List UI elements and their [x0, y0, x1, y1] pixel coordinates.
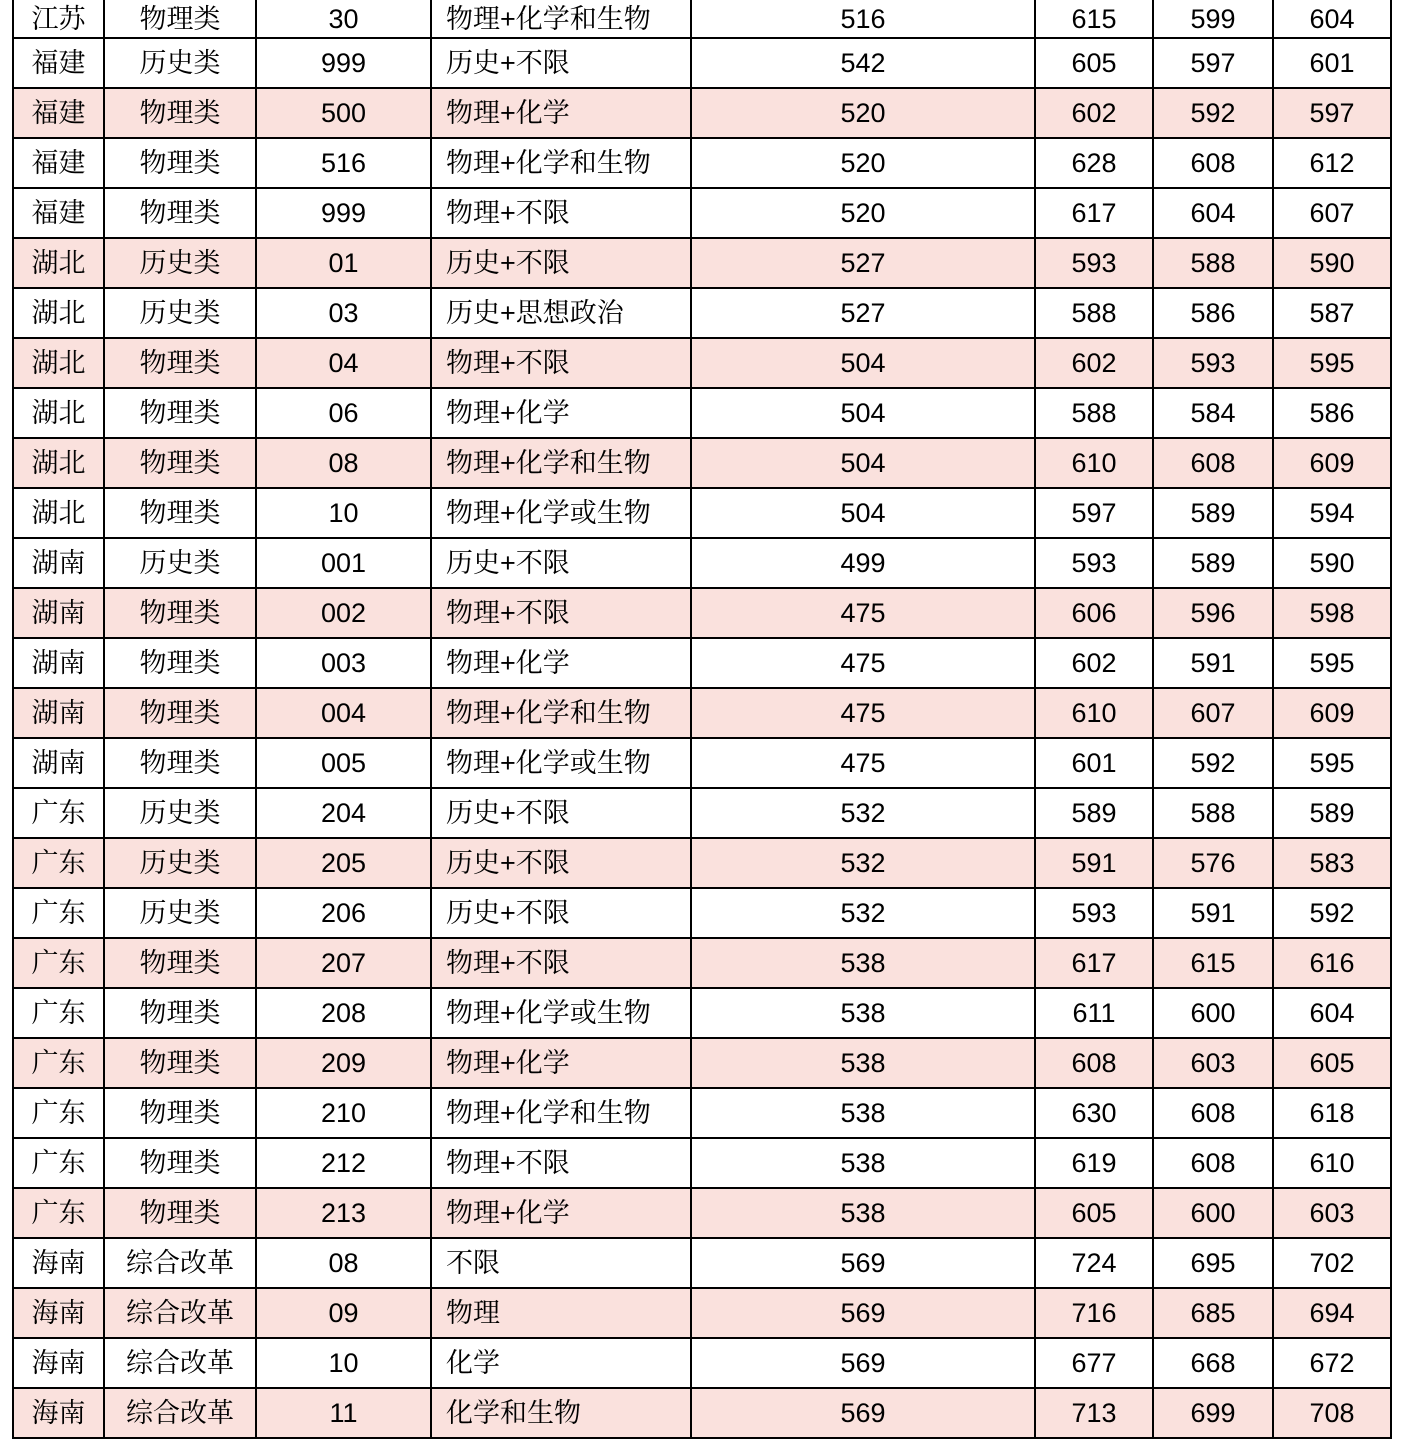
- cell-avg_score: 672: [1273, 1338, 1391, 1388]
- cell-batch_line: 569: [691, 1388, 1035, 1438]
- table-row: [13, 1288, 1391, 1338]
- cell-code: 08: [256, 1238, 431, 1288]
- cell-max_score: 605: [1035, 1188, 1153, 1238]
- cell-batch_line: 527: [691, 238, 1035, 288]
- cell-code: 208: [256, 988, 431, 1038]
- table-row: [13, 188, 1391, 238]
- cell-category: 物理类: [104, 988, 256, 1038]
- cell-max_score: 610: [1035, 688, 1153, 738]
- cell-min_score: 695: [1153, 1238, 1273, 1288]
- cell-subject: 物理+不限: [431, 938, 691, 988]
- table-row: [13, 788, 1391, 838]
- cell-avg_score: 610: [1273, 1138, 1391, 1188]
- cell-batch_line: 569: [691, 1338, 1035, 1388]
- cell-batch_line: 504: [691, 438, 1035, 488]
- cell-subject: 物理+化学和生物: [431, 438, 691, 488]
- cell-category: 物理类: [104, 1188, 256, 1238]
- cell-subject: 物理+化学和生物: [431, 688, 691, 738]
- cell-max_score: 589: [1035, 788, 1153, 838]
- cell-avg_score: 595: [1273, 638, 1391, 688]
- cell-category: 物理类: [104, 138, 256, 188]
- cell-min_score: 597: [1153, 38, 1273, 88]
- cell-min_score: 699: [1153, 1388, 1273, 1438]
- cell-province: 广东: [13, 938, 104, 988]
- table-row: [13, 1388, 1391, 1438]
- cell-province: 广东: [13, 1138, 104, 1188]
- cell-province: 湖南: [13, 538, 104, 588]
- cell-province: 广东: [13, 988, 104, 1038]
- cell-category: 物理类: [104, 638, 256, 688]
- cell-category: 物理类: [104, 688, 256, 738]
- cell-min_score: 608: [1153, 138, 1273, 188]
- cell-batch_line: 538: [691, 1038, 1035, 1088]
- cell-category: 物理类: [104, 188, 256, 238]
- cell-province: 广东: [13, 888, 104, 938]
- cell-code: 213: [256, 1188, 431, 1238]
- cell-subject: 历史+不限: [431, 838, 691, 888]
- cell-avg_score: 616: [1273, 938, 1391, 988]
- cell-min_score: 608: [1153, 438, 1273, 488]
- cell-min_score: 596: [1153, 588, 1273, 638]
- cell-province: 湖北: [13, 438, 104, 488]
- table-row: [13, 238, 1391, 288]
- cell-subject: 物理+不限: [431, 1138, 691, 1188]
- table-row: [13, 588, 1391, 638]
- cell-code: 210: [256, 1088, 431, 1138]
- cell-province: 江苏: [13, 0, 104, 38]
- cell-subject: 历史+不限: [431, 888, 691, 938]
- cell-batch_line: 475: [691, 588, 1035, 638]
- cell-province: 广东: [13, 1038, 104, 1088]
- cell-province: 福建: [13, 88, 104, 138]
- cell-min_score: 600: [1153, 1188, 1273, 1238]
- cell-batch_line: 569: [691, 1238, 1035, 1288]
- cell-avg_score: 618: [1273, 1088, 1391, 1138]
- cell-category: 物理类: [104, 1038, 256, 1088]
- cell-batch_line: 527: [691, 288, 1035, 338]
- table-body: [13, 0, 1391, 1438]
- cell-category: 物理类: [104, 1088, 256, 1138]
- table-row: [13, 738, 1391, 788]
- cell-code: 500: [256, 88, 431, 138]
- table-row: [13, 338, 1391, 388]
- cell-code: 01: [256, 238, 431, 288]
- cell-avg_score: 607: [1273, 188, 1391, 238]
- cell-province: 湖北: [13, 288, 104, 338]
- cell-batch_line: 516: [691, 0, 1035, 38]
- cell-avg_score: 590: [1273, 538, 1391, 588]
- cell-batch_line: 499: [691, 538, 1035, 588]
- cell-code: 003: [256, 638, 431, 688]
- cell-min_score: 591: [1153, 888, 1273, 938]
- table-row: [13, 888, 1391, 938]
- cell-category: 物理类: [104, 588, 256, 638]
- cell-province: 湖南: [13, 688, 104, 738]
- table-row: [13, 138, 1391, 188]
- cell-category: 物理类: [104, 938, 256, 988]
- cell-province: 福建: [13, 138, 104, 188]
- cell-min_score: 589: [1153, 488, 1273, 538]
- cell-code: 516: [256, 138, 431, 188]
- cell-batch_line: 538: [691, 1088, 1035, 1138]
- cell-code: 204: [256, 788, 431, 838]
- cell-max_score: 593: [1035, 888, 1153, 938]
- cell-subject: 历史+不限: [431, 788, 691, 838]
- cell-code: 002: [256, 588, 431, 638]
- cell-code: 999: [256, 188, 431, 238]
- cell-code: 004: [256, 688, 431, 738]
- cell-avg_score: 587: [1273, 288, 1391, 338]
- cell-subject: 物理+不限: [431, 588, 691, 638]
- cell-subject: 物理+化学: [431, 1188, 691, 1238]
- cell-province: 湖北: [13, 388, 104, 438]
- cell-avg_score: 595: [1273, 738, 1391, 788]
- cell-avg_score: 604: [1273, 0, 1391, 38]
- cell-batch_line: 538: [691, 938, 1035, 988]
- cell-code: 209: [256, 1038, 431, 1088]
- cell-min_score: 589: [1153, 538, 1273, 588]
- admission-score-table: [12, 0, 1392, 1439]
- cell-min_score: 588: [1153, 238, 1273, 288]
- cell-subject: 物理+化学: [431, 388, 691, 438]
- cell-avg_score: 605: [1273, 1038, 1391, 1088]
- cell-min_score: 608: [1153, 1138, 1273, 1188]
- cell-avg_score: 589: [1273, 788, 1391, 838]
- cell-code: 30: [256, 0, 431, 38]
- cell-code: 08: [256, 438, 431, 488]
- cell-max_score: 588: [1035, 388, 1153, 438]
- cell-batch_line: 504: [691, 488, 1035, 538]
- cell-subject: 物理+化学或生物: [431, 488, 691, 538]
- table-row: [13, 0, 1391, 38]
- table-row: [13, 1088, 1391, 1138]
- cell-max_score: 606: [1035, 588, 1153, 638]
- cell-code: 005: [256, 738, 431, 788]
- table-row: [13, 638, 1391, 688]
- cell-subject: 物理+化学: [431, 88, 691, 138]
- cell-batch_line: 520: [691, 138, 1035, 188]
- cell-max_score: 593: [1035, 238, 1153, 288]
- cell-batch_line: 532: [691, 838, 1035, 888]
- cell-max_score: 619: [1035, 1138, 1153, 1188]
- cell-max_score: 591: [1035, 838, 1153, 888]
- cell-avg_score: 609: [1273, 438, 1391, 488]
- cell-province: 广东: [13, 1188, 104, 1238]
- cell-avg_score: 595: [1273, 338, 1391, 388]
- cell-max_score: 630: [1035, 1088, 1153, 1138]
- cell-province: 海南: [13, 1338, 104, 1388]
- cell-province: 湖南: [13, 738, 104, 788]
- cell-code: 09: [256, 1288, 431, 1338]
- table-row: [13, 288, 1391, 338]
- cell-min_score: 593: [1153, 338, 1273, 388]
- cell-avg_score: 694: [1273, 1288, 1391, 1338]
- cell-max_score: 713: [1035, 1388, 1153, 1438]
- cell-batch_line: 504: [691, 338, 1035, 388]
- cell-subject: 化学和生物: [431, 1388, 691, 1438]
- cell-min_score: 600: [1153, 988, 1273, 1038]
- cell-max_score: 588: [1035, 288, 1153, 338]
- table-row: [13, 388, 1391, 438]
- cell-subject: 物理+化学和生物: [431, 0, 691, 38]
- table-row: [13, 88, 1391, 138]
- cell-subject: 物理+不限: [431, 338, 691, 388]
- cell-province: 福建: [13, 38, 104, 88]
- cell-code: 001: [256, 538, 431, 588]
- cell-avg_score: 702: [1273, 1238, 1391, 1288]
- cell-subject: 物理+化学或生物: [431, 988, 691, 1038]
- cell-min_score: 607: [1153, 688, 1273, 738]
- table-row: [13, 1238, 1391, 1288]
- cell-subject: 物理+化学: [431, 1038, 691, 1088]
- cell-category: 历史类: [104, 838, 256, 888]
- cell-subject: 物理+化学或生物: [431, 738, 691, 788]
- cell-code: 207: [256, 938, 431, 988]
- cell-batch_line: 538: [691, 988, 1035, 1038]
- cell-max_score: 628: [1035, 138, 1153, 188]
- cell-max_score: 597: [1035, 488, 1153, 538]
- cell-province: 广东: [13, 788, 104, 838]
- cell-min_score: 599: [1153, 0, 1273, 38]
- cell-batch_line: 569: [691, 1288, 1035, 1338]
- table-row: [13, 538, 1391, 588]
- cell-avg_score: 594: [1273, 488, 1391, 538]
- cell-avg_score: 583: [1273, 838, 1391, 888]
- cell-category: 物理类: [104, 0, 256, 38]
- cell-max_score: 617: [1035, 938, 1153, 988]
- cell-category: 综合改革: [104, 1288, 256, 1338]
- cell-avg_score: 592: [1273, 888, 1391, 938]
- cell-code: 04: [256, 338, 431, 388]
- cell-code: 205: [256, 838, 431, 888]
- cell-code: 206: [256, 888, 431, 938]
- cell-avg_score: 708: [1273, 1388, 1391, 1438]
- cell-batch_line: 475: [691, 738, 1035, 788]
- cell-province: 海南: [13, 1238, 104, 1288]
- cell-batch_line: 532: [691, 788, 1035, 838]
- cell-code: 10: [256, 488, 431, 538]
- cell-batch_line: 542: [691, 38, 1035, 88]
- cell-avg_score: 604: [1273, 988, 1391, 1038]
- cell-max_score: 593: [1035, 538, 1153, 588]
- cell-category: 物理类: [104, 1138, 256, 1188]
- cell-province: 福建: [13, 188, 104, 238]
- cell-category: 综合改革: [104, 1388, 256, 1438]
- cell-province: 广东: [13, 1088, 104, 1138]
- cell-code: 06: [256, 388, 431, 438]
- cell-subject: 历史+思想政治: [431, 288, 691, 338]
- cell-province: 海南: [13, 1388, 104, 1438]
- cell-category: 物理类: [104, 388, 256, 438]
- cell-subject: 历史+不限: [431, 238, 691, 288]
- table-row: [13, 1038, 1391, 1088]
- table-row: [13, 438, 1391, 488]
- cell-max_score: 677: [1035, 1338, 1153, 1388]
- cell-category: 综合改革: [104, 1338, 256, 1388]
- cell-batch_line: 520: [691, 188, 1035, 238]
- table-row: [13, 1338, 1391, 1388]
- cell-batch_line: 475: [691, 638, 1035, 688]
- cell-max_score: 611: [1035, 988, 1153, 1038]
- cell-subject: 化学: [431, 1338, 691, 1388]
- cell-min_score: 603: [1153, 1038, 1273, 1088]
- cell-min_score: 608: [1153, 1088, 1273, 1138]
- cell-min_score: 615: [1153, 938, 1273, 988]
- cell-max_score: 605: [1035, 38, 1153, 88]
- cell-category: 物理类: [104, 88, 256, 138]
- cell-category: 物理类: [104, 488, 256, 538]
- cell-code: 212: [256, 1138, 431, 1188]
- cell-max_score: 602: [1035, 88, 1153, 138]
- cell-max_score: 602: [1035, 638, 1153, 688]
- cell-province: 湖北: [13, 338, 104, 388]
- cell-category: 历史类: [104, 538, 256, 588]
- cell-max_score: 602: [1035, 338, 1153, 388]
- cell-subject: 历史+不限: [431, 538, 691, 588]
- cell-category: 物理类: [104, 338, 256, 388]
- cell-code: 11: [256, 1388, 431, 1438]
- cell-province: 湖北: [13, 238, 104, 288]
- table-row: [13, 938, 1391, 988]
- cell-batch_line: 532: [691, 888, 1035, 938]
- cell-code: 10: [256, 1338, 431, 1388]
- cell-max_score: 615: [1035, 0, 1153, 38]
- cell-min_score: 668: [1153, 1338, 1273, 1388]
- cell-max_score: 724: [1035, 1238, 1153, 1288]
- cell-avg_score: 612: [1273, 138, 1391, 188]
- cell-code: 999: [256, 38, 431, 88]
- cell-batch_line: 538: [691, 1138, 1035, 1188]
- cell-max_score: 601: [1035, 738, 1153, 788]
- cell-max_score: 716: [1035, 1288, 1153, 1338]
- cell-min_score: 592: [1153, 88, 1273, 138]
- cell-avg_score: 601: [1273, 38, 1391, 88]
- cell-province: 海南: [13, 1288, 104, 1338]
- table-row: [13, 1138, 1391, 1188]
- cell-subject: 物理+化学和生物: [431, 138, 691, 188]
- cell-code: 03: [256, 288, 431, 338]
- cell-avg_score: 609: [1273, 688, 1391, 738]
- cell-min_score: 584: [1153, 388, 1273, 438]
- cell-subject: 物理+不限: [431, 188, 691, 238]
- cell-category: 物理类: [104, 738, 256, 788]
- cell-min_score: 588: [1153, 788, 1273, 838]
- cell-category: 综合改革: [104, 1238, 256, 1288]
- cell-batch_line: 504: [691, 388, 1035, 438]
- table-row: [13, 688, 1391, 738]
- cell-province: 湖南: [13, 638, 104, 688]
- table-row: [13, 988, 1391, 1038]
- cell-category: 历史类: [104, 38, 256, 88]
- cell-subject: 物理+化学: [431, 638, 691, 688]
- cell-min_score: 576: [1153, 838, 1273, 888]
- cell-category: 历史类: [104, 238, 256, 288]
- cell-avg_score: 586: [1273, 388, 1391, 438]
- cell-batch_line: 520: [691, 88, 1035, 138]
- cell-batch_line: 538: [691, 1188, 1035, 1238]
- cell-avg_score: 598: [1273, 588, 1391, 638]
- cell-subject: 物理+化学和生物: [431, 1088, 691, 1138]
- cell-subject: 不限: [431, 1238, 691, 1288]
- cell-min_score: 685: [1153, 1288, 1273, 1338]
- cell-avg_score: 597: [1273, 88, 1391, 138]
- cell-subject: 历史+不限: [431, 38, 691, 88]
- table-row: [13, 1188, 1391, 1238]
- cell-min_score: 604: [1153, 188, 1273, 238]
- cell-province: 广东: [13, 838, 104, 888]
- cell-subject: 物理: [431, 1288, 691, 1338]
- cell-max_score: 617: [1035, 188, 1153, 238]
- cell-min_score: 586: [1153, 288, 1273, 338]
- table-row: [13, 38, 1391, 88]
- cell-batch_line: 475: [691, 688, 1035, 738]
- table-row: [13, 488, 1391, 538]
- cell-avg_score: 590: [1273, 238, 1391, 288]
- cell-category: 历史类: [104, 288, 256, 338]
- cell-min_score: 592: [1153, 738, 1273, 788]
- cell-max_score: 610: [1035, 438, 1153, 488]
- cell-province: 湖南: [13, 588, 104, 638]
- cell-province: 湖北: [13, 488, 104, 538]
- cell-category: 物理类: [104, 438, 256, 488]
- table-row: [13, 838, 1391, 888]
- cell-max_score: 608: [1035, 1038, 1153, 1088]
- cell-avg_score: 603: [1273, 1188, 1391, 1238]
- cell-category: 历史类: [104, 788, 256, 838]
- cell-min_score: 591: [1153, 638, 1273, 688]
- cell-category: 历史类: [104, 888, 256, 938]
